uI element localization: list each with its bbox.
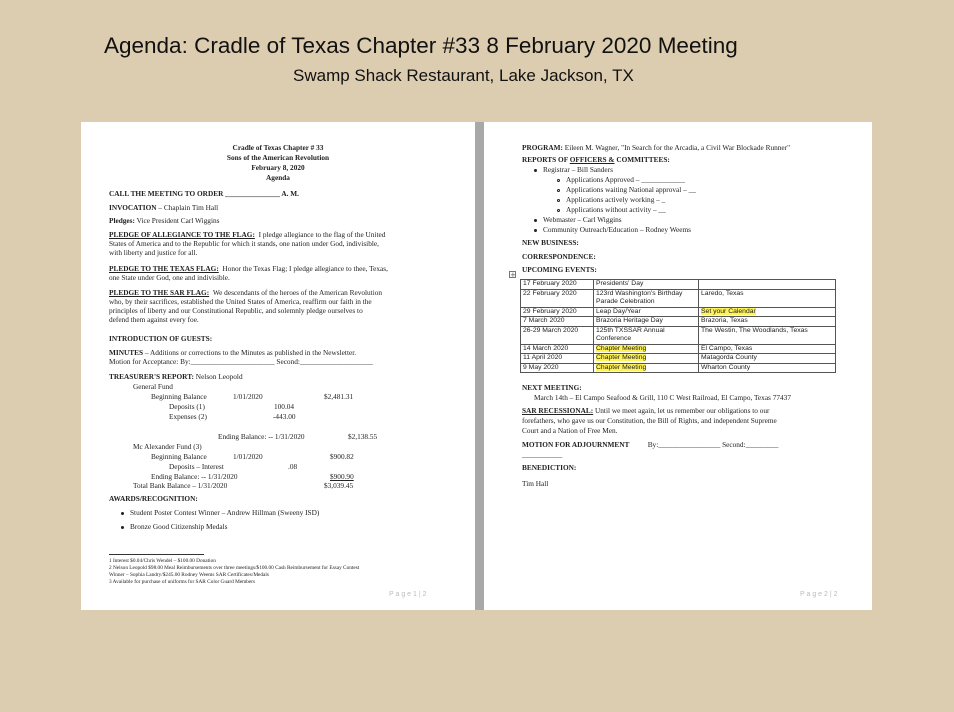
motion-for-acceptance: Motion for Acceptance: By:_______________________ Second:____________________ <box>109 357 373 366</box>
gf-deposits-amount: 100.04 <box>274 402 295 411</box>
event-name: 123rd Washington's Birthday Parade Celebration <box>594 289 699 307</box>
event-place: Laredo, Texas <box>699 289 836 307</box>
new-business: NEW BUSINESS: <box>522 238 579 247</box>
pledge-sar <box>109 288 382 297</box>
event-place: Brazoria, Texas <box>699 317 836 327</box>
reports-heading: REPORTS OF OFFICERS & COMMITTEES: <box>522 155 670 164</box>
benediction-name: Tim Hall <box>522 479 549 488</box>
footnote: Winner – Sophia Landry/$245.00 Rodney Weems SAR Certificates/Medals <box>109 572 269 578</box>
registrar-item: Applications waiting National approval – __ <box>557 185 696 194</box>
pledge-flag-text: I pledge allegiance to the flag of the United <box>258 230 386 239</box>
event-name: Chapter Meeting <box>594 344 699 354</box>
registrar-item: Applications actively working – _ <box>557 195 665 204</box>
webmaster: Webmaster – Carl Wiggins <box>534 215 622 224</box>
event-place: Wharton County <box>699 363 836 373</box>
doc-header-line: Cradle of Texas Chapter # 33 <box>232 143 324 152</box>
program-label: PROGRAM: <box>522 143 563 152</box>
slide-title: Agenda: Cradle of Texas Chapter #33 8 February 2020 Meeting <box>104 33 738 58</box>
upcoming-events-heading: UPCOMING EVENTS: <box>522 265 597 274</box>
ma-ending-amount: $900.90 <box>330 472 354 481</box>
footnote-divider <box>109 554 204 555</box>
gf-expenses-amount: -443.00 <box>273 412 296 421</box>
table-row <box>521 317 836 327</box>
pledges-label: Pledges: <box>109 216 135 225</box>
bullet-icon <box>121 512 124 515</box>
circle-bullet-icon <box>557 199 560 202</box>
event-place <box>699 280 836 290</box>
pledge-texas-text: Honor the Texas Flag; I pledge allegiance to thee, Texas, <box>222 264 388 273</box>
pledge-flag-text: with liberty and justice for all. <box>109 248 198 257</box>
total-bank-balance-amount: $3,039.45 <box>324 481 354 490</box>
gf-beginning-label: Beginning Balance <box>151 392 207 401</box>
events-table <box>520 279 836 373</box>
page-number: P a g e 1 | 2 <box>389 591 427 598</box>
registrar-item: Applications Approved – ____________ <box>557 175 685 184</box>
program-text: Eileen M. Wagner, "In Search for the Arcadia, a Civil War Blockade Runner" <box>562 143 791 152</box>
event-place: El Campo, Texas <box>699 344 836 354</box>
event-date: 22 February 2020 <box>521 289 594 307</box>
pledges-text: Vice President Carl Wiggins <box>134 216 220 225</box>
ma-beginning-label: Beginning Balance <box>151 452 207 461</box>
event-name: Presidents' Day <box>594 280 699 290</box>
minutes-label: MINUTES <box>109 348 144 357</box>
page-number: P a g e 2 | 2 <box>800 591 838 598</box>
table-row <box>521 354 836 364</box>
introduction-of-guests: INTRODUCTION OF GUESTS: <box>109 334 213 343</box>
circle-bullet-icon <box>557 179 560 182</box>
ma-beginning-amount: $900.82 <box>330 452 354 461</box>
table-row <box>521 344 836 354</box>
event-name: Chapter Meeting <box>594 354 699 364</box>
correspondence: CORRESPONDENCE: <box>522 252 596 261</box>
pledge-flag-label: PLEDGE OF ALLEGIANCE TO THE FLAG: <box>109 230 255 239</box>
document-page-2 <box>484 122 872 610</box>
event-date: 9 May 2020 <box>521 363 594 373</box>
event-name: Leap Day/Year <box>594 307 699 317</box>
adjournment-line: ___________ <box>522 450 563 459</box>
recessional-label: SAR RECESSIONAL: <box>522 406 594 415</box>
invocation-label: INVOCATION <box>109 203 157 212</box>
treasurer-name: Nelson Leopold <box>193 372 243 381</box>
event-place: Set your Calendar <box>699 307 836 317</box>
table-row <box>521 363 836 373</box>
pledge-sar-text: principles of liberty and our Constitutional Republic, and solemnly pledge ourselves to <box>109 306 363 315</box>
pledges <box>109 216 219 225</box>
treasurer-report <box>109 372 243 381</box>
award-item: Bronze Good Citizenship Medals <box>121 522 227 531</box>
table-row <box>521 307 836 317</box>
event-name: Brazoria Heritage Day <box>594 317 699 327</box>
community-outreach: Community Outreach/Education – Rodney Weems <box>534 225 691 234</box>
doc-header-line: February 8, 2020 <box>251 163 305 172</box>
ma-beginning-date: 1/01/2020 <box>233 452 263 461</box>
general-fund: General Fund <box>133 382 173 391</box>
total-bank-balance-label: Total Bank Balance – 1/31/2020 <box>133 481 228 490</box>
minutes-text: – Additions or corrections to the Minutes as published in the Newsletter. <box>143 348 357 357</box>
pledge-texas-label: PLEDGE TO THE TEXAS FLAG: <box>109 264 219 273</box>
bullet-icon <box>534 219 537 222</box>
invocation-text: – Chaplain Tim Hall <box>156 203 219 212</box>
benediction: BENEDICTION: <box>522 463 577 472</box>
minutes <box>109 348 356 357</box>
ma-ending-label: Ending Balance: -- 1/31/2020 <box>151 472 238 481</box>
mcalexander-fund: Mc Alexander Fund (3) <box>133 442 202 451</box>
table-row <box>521 280 836 290</box>
call-to-order: CALL THE MEETING TO ORDER _______________ A. M. <box>109 189 299 198</box>
pledge-texas <box>109 264 388 273</box>
event-date: 11 April 2020 <box>521 354 594 364</box>
gf-ending-label: Ending Balance: -- 1/31/2020 <box>218 432 305 441</box>
pledge-texas-text: one State under God, one and indivisible. <box>109 273 230 282</box>
event-date: 17 February 2020 <box>521 280 594 290</box>
page-divider <box>475 122 484 610</box>
pledge-sar-text: who, by their sacrifices, established the United States of America, reaffirm our faith in the <box>109 297 372 306</box>
event-date: 29 February 2020 <box>521 307 594 317</box>
bullet-icon <box>121 526 124 529</box>
bullet-icon <box>534 229 537 232</box>
event-place: Matagorda County <box>699 354 836 364</box>
pledge-sar-text: We descendants of the heroes of the American Revolution <box>212 288 383 297</box>
ma-deposits-label: Deposits – Interest <box>169 462 224 471</box>
recessional-text: forefathers, who gave us our Constitution, the Bill of Rights, and independent Supreme <box>522 416 777 425</box>
event-date: 7 March 2020 <box>521 317 594 327</box>
recessional-text: Court and a Nation of Free Men. <box>522 426 618 435</box>
event-name: 125th TXSSAR Annual Conference <box>594 326 699 344</box>
sar-recessional: SAR RECESSIONAL: Until we meet again, let us remember our obligations to our <box>522 406 770 415</box>
footnote: 3 Available for purchase of uniforms for SAR Color Guard Members <box>109 579 256 585</box>
ma-deposits-amount: .08 <box>288 462 298 471</box>
awards-heading: AWARDS/RECOGNITION: <box>109 494 198 503</box>
event-name: Chapter Meeting <box>594 363 699 373</box>
document-page-1 <box>81 122 475 610</box>
pledge-flag-text: States of America and to the Republic for which it stands, one nation under God, indivisible, <box>109 239 379 248</box>
adjournment-label: MOTION FOR ADJOURNMENT <box>522 440 630 449</box>
circle-bullet-icon <box>557 189 560 192</box>
event-date: 26-29 March 2020 <box>521 326 594 344</box>
slide-subtitle: Swamp Shack Restaurant, Lake Jackson, TX <box>293 66 634 85</box>
doc-header-line: Sons of the American Revolution <box>226 153 330 162</box>
table-move-handle-icon[interactable]: + <box>510 271 516 279</box>
gf-beginning-date: 1/01/2020 <box>233 392 263 401</box>
motion-for-adjournment: MOTION FOR ADJOURNMENT By:_________________ Second:_________ <box>522 440 779 449</box>
next-meeting-text: March 14th – El Campo Seafood & Grill, 110 C West Railroad, El Campo, Texas 77437 <box>534 393 791 402</box>
gf-ending-amount: $2,138.55 <box>348 432 378 441</box>
gf-expenses-label: Expenses (2) <box>169 412 207 421</box>
table-row <box>521 289 836 307</box>
pledge-flag <box>109 230 385 239</box>
invocation <box>109 203 218 212</box>
pledge-sar-label: PLEDGE TO THE SAR FLAG: <box>109 288 210 297</box>
event-place: The Westin, The Woodlands, Texas <box>699 326 836 344</box>
award-item: Student Poster Contest Winner – Andrew Hillman (Sweeny ISD) <box>121 508 319 517</box>
gf-deposits-label: Deposits (1) <box>169 402 205 411</box>
footnote: 2 Nelson Leopold $98.00 Meal Reimbursements over three meetings/$100.00 Cash Reimbursement for Essay Contest <box>109 565 360 571</box>
pledge-sar-text: defend them against every foe. <box>109 315 199 324</box>
gf-beginning-amount: $2,481.31 <box>324 392 354 401</box>
bullet-icon <box>534 169 537 172</box>
event-date: 14 March 2020 <box>521 344 594 354</box>
table-row <box>521 326 836 344</box>
next-meeting-heading: NEXT MEETING: <box>522 383 582 392</box>
doc-header-line: Agenda <box>266 173 290 182</box>
registrar: Registrar – Bill Sanders <box>534 165 613 174</box>
treasurer-label: TREASURER'S REPORT: <box>109 372 194 381</box>
program <box>522 143 790 152</box>
registrar-item: Applications without activity – __ <box>557 205 666 214</box>
footnote: 1 Interest $0.04/Chris Wendel – $100.00 Donation <box>109 558 216 564</box>
circle-bullet-icon <box>557 209 560 212</box>
